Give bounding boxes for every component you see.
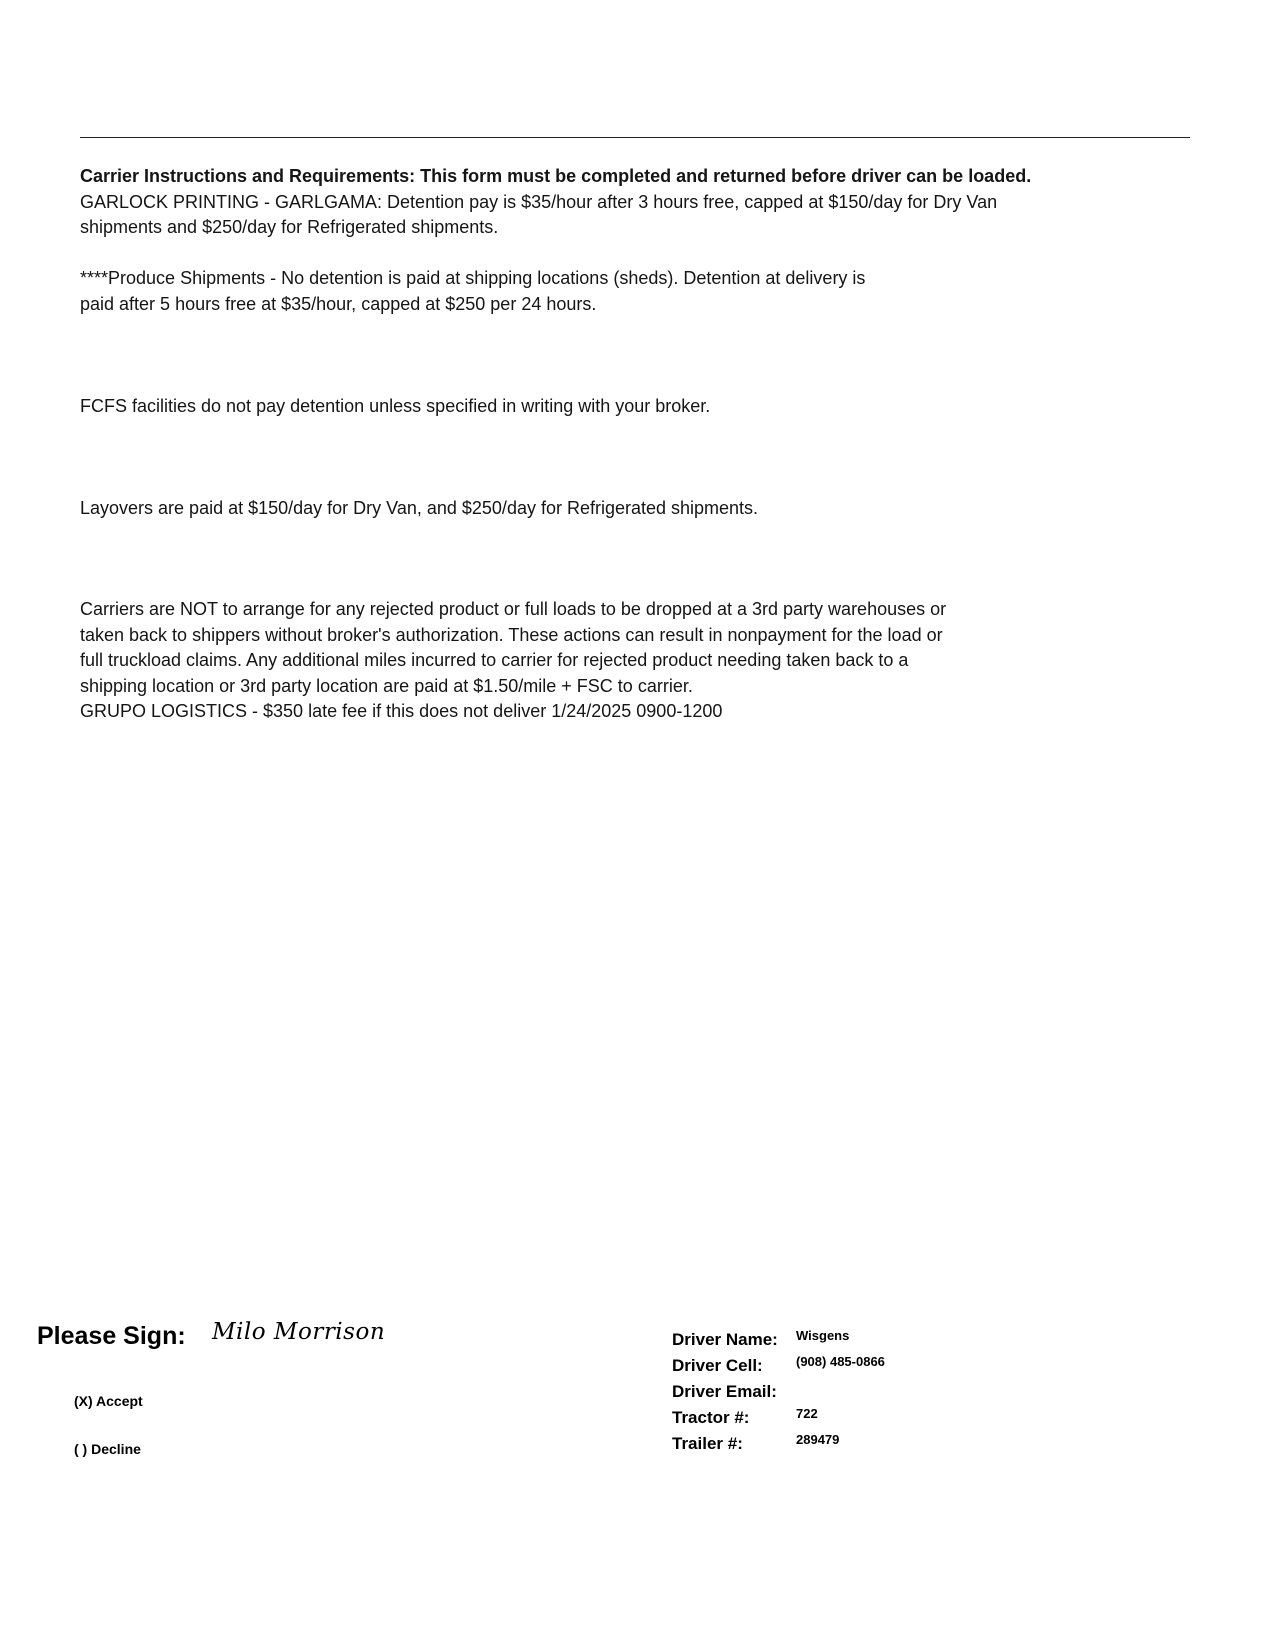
accept-option[interactable]: (X) Accept [74, 1393, 143, 1409]
produce-line: paid after 5 hours free at $35/hour, capped at $250 per 24 hours. [80, 293, 597, 314]
tractor-number-label: Tractor #: [672, 1408, 750, 1427]
produce-line: ****Produce Shipments - No detention is paid at shipping locations (sheds). Detention at delivery is [80, 268, 866, 288]
layover-text: Layovers are paid at $150/day for Dry Van, and $250/day for Refrigerated shipments. [80, 498, 759, 518]
rejected-product-section [80, 597, 1200, 725]
driver-name-value[interactable]: Wisgens [796, 1328, 850, 1343]
detention-line: GARLOCK PRINTING - GARLGAMA: Detention pay is $35/hour after 3 hours free, capped at $150/day for Dry Van [80, 191, 998, 212]
tractor-number-value[interactable]: 722 [796, 1406, 818, 1421]
trailer-number-value[interactable]: 289479 [796, 1432, 840, 1447]
rejected-line: full truckload claims. Any additional miles incurred to carrier for rejected product needing taken back to a [80, 650, 909, 670]
instructions-heading: Carrier Instructions and Requirements: This form must be completed and returned before driver can be loaded. [80, 166, 1032, 186]
driver-cell-value[interactable]: (908) 485-0866 [796, 1354, 885, 1369]
late-fee-line: GRUPO LOGISTICS - $350 late fee if this does not deliver 1/24/2025 0900-1200 [80, 701, 723, 721]
rejected-line: shipping location or 3rd party location are paid at $1.50/mile + FSC to carrier. [80, 675, 693, 696]
header-rule [80, 137, 1190, 138]
rejected-line: taken back to shippers without broker's authorization. These actions can result in nonpayment for the load or [80, 624, 943, 645]
decline-option[interactable]: ( ) Decline [74, 1441, 141, 1457]
please-sign-label: Please Sign: [37, 1322, 186, 1350]
rejected-line: Carriers are NOT to arrange for any rejected product or full loads to be dropped at a 3rd party warehouses or [80, 599, 947, 619]
driver-cell-label: Driver Cell: [672, 1356, 763, 1375]
layover-section [80, 496, 1200, 522]
detention-line: shipments and $250/day for Refrigerated shipments. [80, 217, 499, 237]
driver-email-label: Driver Email: [672, 1382, 777, 1401]
detention-section [80, 164, 1200, 241]
fcfs-section [80, 394, 1200, 420]
fcfs-text: FCFS facilities do not pay detention unless specified in writing with your broker. [80, 396, 711, 416]
signature-field[interactable]: Milo Morrison [212, 1319, 386, 1345]
trailer-number-label: Trailer #: [672, 1434, 743, 1453]
driver-name-label: Driver Name: [672, 1330, 778, 1349]
produce-section [80, 266, 1200, 317]
